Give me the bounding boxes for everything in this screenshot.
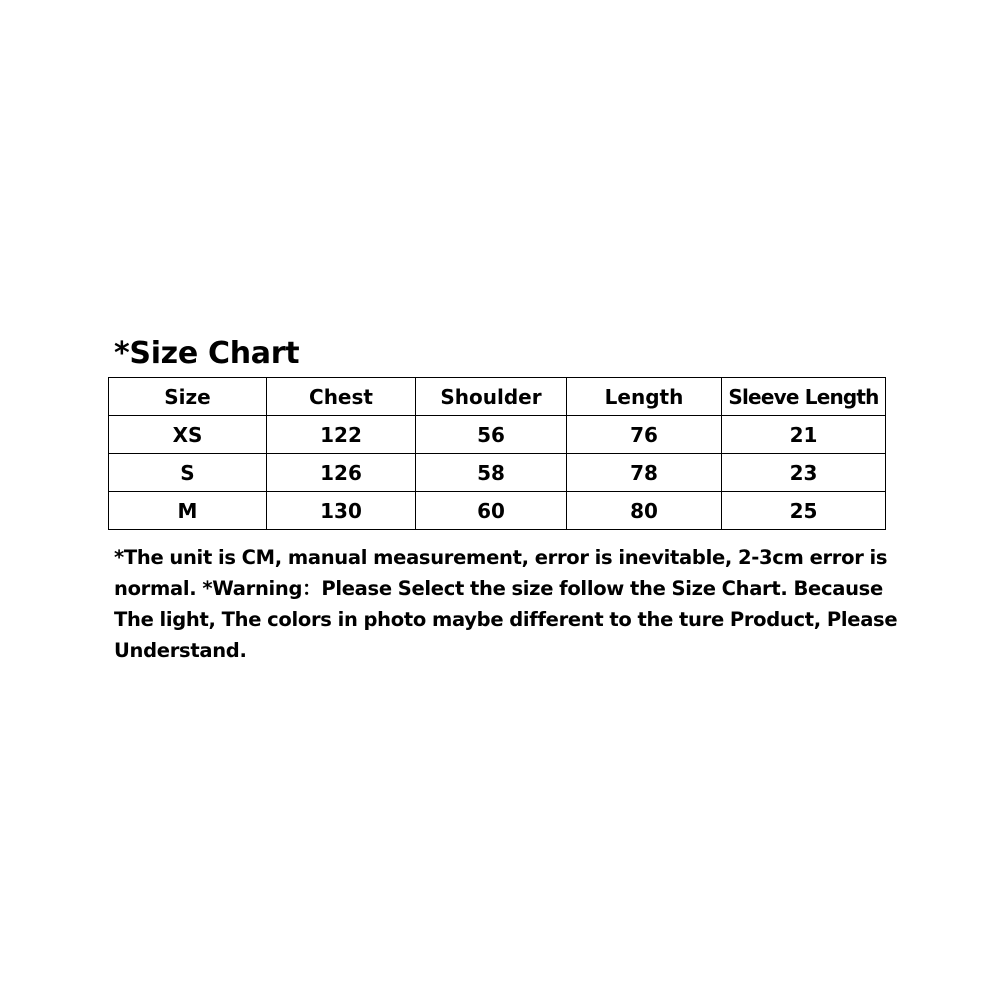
cell-sleeve-length: 23 [722, 454, 886, 492]
header-chest: Chest [267, 378, 416, 416]
cell-sleeve-length: 21 [722, 416, 886, 454]
cell-length: 80 [567, 492, 722, 530]
table-row [109, 492, 886, 530]
cell-chest: 122 [267, 416, 416, 454]
cell-shoulder: 58 [416, 454, 567, 492]
cell-shoulder: 56 [416, 416, 567, 454]
cell-length: 78 [567, 454, 722, 492]
cell-length: 76 [567, 416, 722, 454]
header-length: Length [567, 378, 722, 416]
table-row [109, 454, 886, 492]
size-chart-title: *Size Chart [114, 336, 300, 371]
cell-shoulder: 60 [416, 492, 567, 530]
size-table [108, 377, 886, 530]
header-sleeve-length: Sleeve Length [722, 378, 886, 416]
cell-sleeve-length: 25 [722, 492, 886, 530]
cell-chest: 130 [267, 492, 416, 530]
table-header-row [109, 378, 886, 416]
header-size: Size [109, 378, 267, 416]
cell-size: XS [109, 416, 267, 454]
cell-size: S [109, 454, 267, 492]
header-shoulder: Shoulder [416, 378, 567, 416]
table-row [109, 416, 886, 454]
cell-chest: 126 [267, 454, 416, 492]
cell-size: M [109, 492, 267, 530]
measurement-note: *The unit is CM, manual measurement, error is inevitable, 2-3cm error is normal. *Warning：Please Select the size follow the Size Chart. Because The light, The colors in photo maybe different to the ture Product, Please Understand. [114, 546, 898, 662]
